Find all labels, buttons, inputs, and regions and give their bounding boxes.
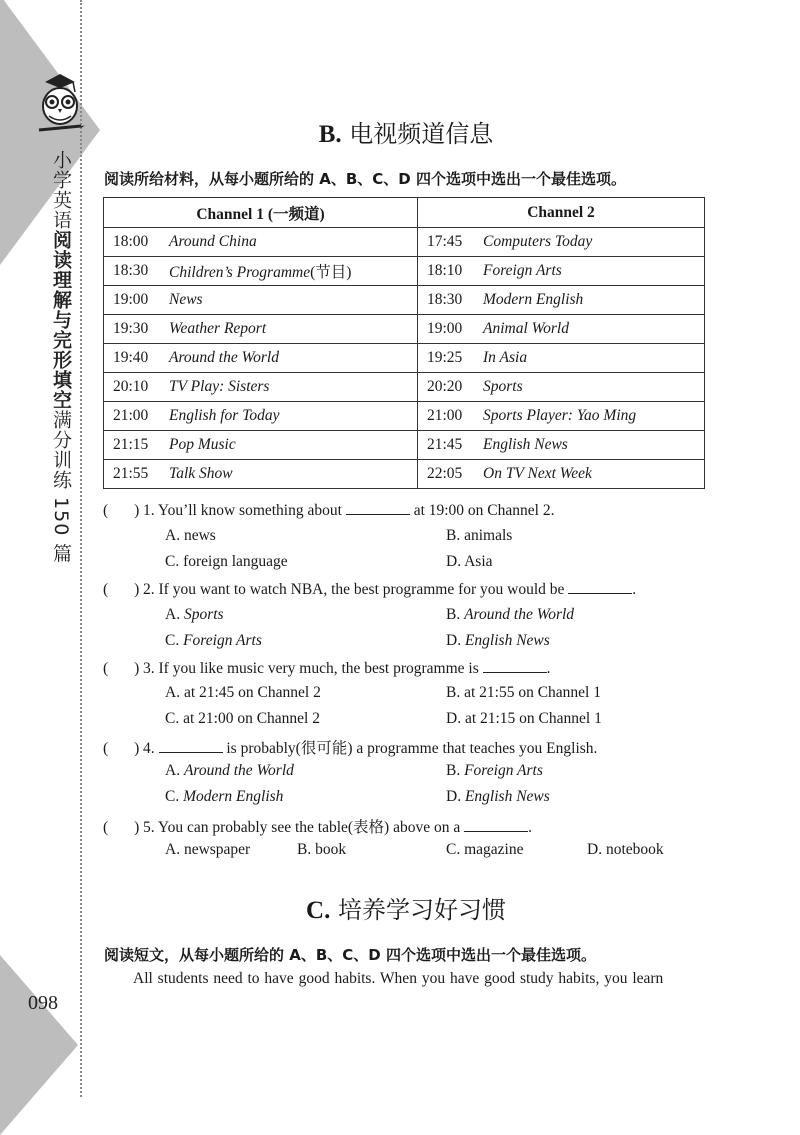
sidebar-bottom-triangle [0, 955, 78, 1135]
answer-blank[interactable] [464, 817, 528, 832]
q2-option-a[interactable]: A. Sports [165, 606, 224, 623]
time: 18:00 [113, 233, 149, 250]
q3-option-a[interactable]: A. at 21:45 on Channel 2 [165, 684, 321, 701]
answer-blank[interactable] [159, 738, 223, 753]
time: 21:55 [113, 465, 149, 482]
programme: Talk Show [169, 465, 233, 482]
page-number: 098 [28, 992, 58, 1014]
answer-paren[interactable]: ( ) [103, 740, 140, 757]
q2-option-d[interactable]: D. English News [446, 632, 550, 649]
programme: Around China [169, 233, 257, 250]
answer-blank[interactable] [568, 579, 632, 594]
q4-option-b[interactable]: B. Foreign Arts [446, 762, 543, 779]
time: 21:45 [427, 436, 463, 453]
programme: Modern English [483, 291, 584, 308]
time: 20:10 [113, 378, 149, 395]
channel-1-cell [104, 373, 418, 402]
channel-1-cell [104, 315, 418, 344]
programme: Children’s Programme(节目) [169, 264, 352, 281]
table-row [104, 286, 705, 315]
table-row [104, 344, 705, 373]
section-c-title: C. 培养学习好习惯 [306, 896, 506, 924]
answer-paren[interactable]: ( ) [103, 581, 140, 598]
book-vertical-title: 小学英语阅读理解与完形填空满分训练 150 篇 [50, 150, 72, 564]
q5-option-c[interactable]: C. magazine [446, 841, 524, 858]
table-row [104, 431, 705, 460]
answer-blank[interactable] [346, 500, 410, 515]
programme: On TV Next Week [483, 465, 592, 482]
programme: TV Play: Sisters [169, 378, 270, 395]
table-row [104, 228, 705, 257]
q1-option-b[interactable]: B. animals [446, 527, 513, 544]
time: 19:40 [113, 349, 149, 366]
time: 18:10 [427, 262, 463, 279]
programme: Weather Report [169, 320, 267, 337]
owl-mascot-icon [35, 70, 85, 138]
section-b-title: B. 电视频道信息 [318, 120, 494, 148]
time: 22:05 [427, 465, 463, 482]
answer-paren[interactable]: ( ) [103, 660, 140, 677]
answer-paren[interactable]: ( ) [103, 819, 140, 836]
table-row [104, 257, 705, 286]
programme: News [169, 291, 203, 308]
q1-option-c[interactable]: C. foreign language [165, 553, 288, 570]
q1-option-d[interactable]: D. Asia [446, 553, 493, 570]
question-5: ( ) 5. You can probably see the table(表格) above on a . [103, 819, 532, 836]
channel-1-cell [104, 431, 418, 460]
q2-option-b[interactable]: B. Around the World [446, 606, 575, 623]
q1-option-a[interactable]: A. news [165, 527, 216, 544]
programme: Pop Music [169, 436, 236, 453]
programme: Sports [483, 378, 523, 395]
answer-blank[interactable] [483, 658, 547, 673]
channel-2-cell [418, 315, 705, 344]
question-2: ( ) 2. If you want to watch NBA, the best programme for you would be . [103, 581, 637, 598]
time: 21:00 [427, 407, 463, 424]
channel-2-cell [418, 344, 705, 373]
table-header-channel-1: Channel 1 (一频道) [104, 198, 418, 228]
programme: In Asia [483, 349, 528, 366]
table-row [104, 315, 705, 344]
programme: Computers Today [483, 233, 593, 250]
table-header-channel-2: Channel 2 [418, 198, 705, 228]
q5-option-d[interactable]: D. notebook [587, 841, 664, 858]
tv-schedule-table [103, 197, 705, 489]
passage-text: All students need to have good habits. When you have good study habits, you learn [133, 970, 664, 987]
table-row [104, 402, 705, 431]
q3-option-b[interactable]: B. at 21:55 on Channel 1 [446, 684, 601, 701]
time: 19:25 [427, 349, 463, 366]
time: 21:00 [113, 407, 149, 424]
channel-1-cell [104, 460, 418, 489]
table-row [104, 460, 705, 489]
channel-1-cell [104, 344, 418, 373]
section-b-instruction: 阅读所给材料，从每小题所给的 A、B、C、D 四个选项中选出一个最佳选项。 [104, 170, 626, 188]
channel-2-cell [418, 460, 705, 489]
programme: Animal World [483, 320, 569, 337]
time: 17:45 [427, 233, 463, 250]
section-c-instruction: 阅读短文，从每小题所给的 A、B、C、D 四个选项中选出一个最佳选项。 [104, 946, 596, 964]
question-3: ( ) 3. If you like music very much, the best programme is . [103, 660, 551, 677]
time: 19:30 [113, 320, 149, 337]
channel-2-cell [418, 402, 705, 431]
channel-2-cell [418, 373, 705, 402]
programme: Around the World [169, 349, 279, 366]
channel-2-cell [418, 257, 705, 286]
time: 18:30 [113, 262, 149, 279]
binding-dotted-line [80, 0, 82, 1097]
q5-option-a[interactable]: A. newspaper [165, 841, 251, 858]
channel-1-cell [104, 228, 418, 257]
time: 21:15 [113, 436, 149, 453]
q4-option-c[interactable]: C. Modern English [165, 788, 284, 805]
time: 19:00 [113, 291, 149, 308]
q5-option-b[interactable]: B. book [297, 841, 347, 858]
q4-option-a[interactable]: A. Around the World [165, 762, 294, 779]
q3-option-c[interactable]: C. at 21:00 on Channel 2 [165, 710, 320, 727]
time: 20:20 [427, 378, 463, 395]
channel-1-cell [104, 402, 418, 431]
channel-1-cell [104, 286, 418, 315]
programme: Foreign Arts [483, 262, 562, 279]
channel-2-cell [418, 431, 705, 460]
question-4: ( ) 4. is probably(很可能) a programme that teaches you English. [103, 740, 598, 757]
question-1: ( ) 1. You’ll know something about at 19:00 on Channel 2. [103, 502, 555, 519]
channel-2-cell [418, 228, 705, 257]
programme: English for Today [169, 407, 280, 424]
answer-paren[interactable]: ( ) [103, 502, 140, 519]
time: 19:00 [427, 320, 463, 337]
time: 18:30 [427, 291, 463, 308]
table-row [104, 373, 705, 402]
channel-1-cell [104, 257, 418, 286]
q2-option-c[interactable]: C. Foreign Arts [165, 632, 262, 649]
q3-option-d[interactable]: D. at 21:15 on Channel 1 [446, 710, 602, 727]
programme: English News [483, 436, 568, 453]
q4-option-d[interactable]: D. English News [446, 788, 550, 805]
programme: Sports Player: Yao Ming [483, 407, 637, 424]
channel-2-cell [418, 286, 705, 315]
